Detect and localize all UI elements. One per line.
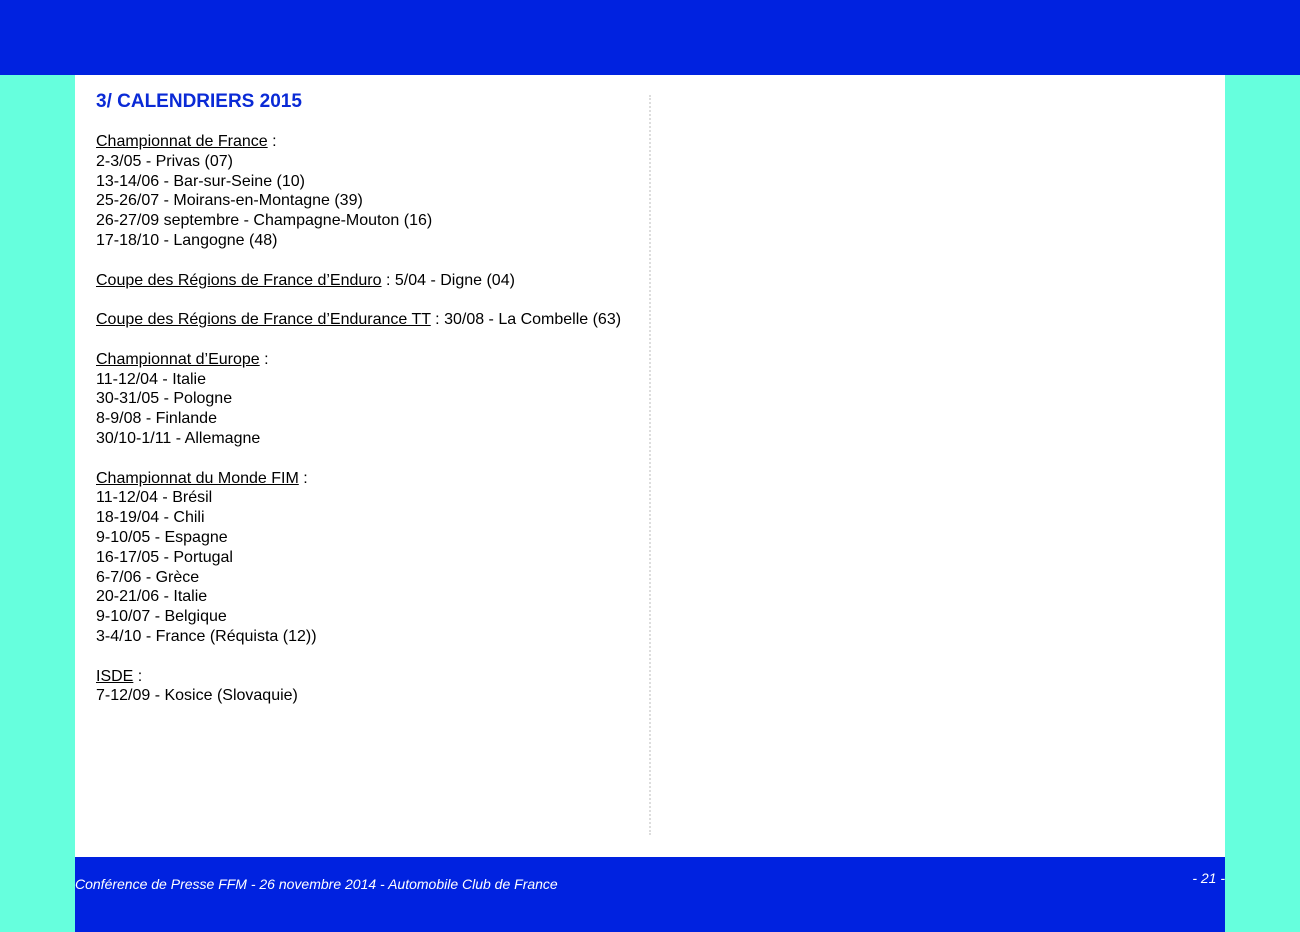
section-suffix: : 30/08 - La Combelle (63): [430, 311, 622, 329]
section-heading-line: [96, 350, 641, 370]
section-heading: Coupe des Régions de France d’Enduro: [96, 271, 382, 289]
section-heading: ISDE: [96, 667, 134, 685]
list-item: 8-9/08 - Finlande: [96, 410, 217, 428]
list-item: 7-12/09 - Kosice (Slovaquie): [96, 687, 298, 705]
section-heading-line: [96, 271, 641, 291]
section-suffix: :: [259, 350, 269, 368]
list-item: 11-12/04 - Brésil: [96, 489, 213, 507]
section-heading: Championnat d’Europe: [96, 350, 260, 368]
top-band: [0, 0, 1300, 75]
list-item: 2-3/05 - Privas (07): [96, 152, 233, 170]
section-heading: Championnat du Monde FIM: [96, 469, 299, 487]
section-suffix: :: [298, 469, 308, 487]
list-item: 9-10/05 - Espagne: [96, 528, 228, 546]
section-championnat-de-france: [96, 132, 641, 251]
column-divider: [649, 95, 651, 835]
section-championnat-europe: [96, 350, 641, 449]
section-suffix: : 5/04 - Digne (04): [381, 271, 515, 289]
section-heading: Championnat de France: [96, 133, 268, 150]
section-coupe-enduro: [96, 271, 641, 291]
section-heading-line: [96, 667, 641, 687]
footer-band: [75, 857, 1225, 932]
section-suffix: :: [133, 667, 143, 685]
page-number: - 21 -: [1192, 870, 1225, 886]
list-item: 13-14/06 - Bar-sur-Seine (10): [96, 172, 305, 190]
section-heading-line: [96, 469, 641, 489]
list-item: 26-27/09 septembre - Champagne-Mouton (16): [96, 212, 433, 230]
section-heading: Coupe des Régions de France d’Endurance TT: [96, 311, 431, 329]
footer-caption: Conférence de Presse FFM - 26 novembre 2014 - Automobile Club de France: [75, 876, 558, 892]
section-championnat-monde: [96, 469, 641, 647]
section-isde: [96, 667, 641, 707]
list-item: 9-10/07 - Belgique: [96, 608, 227, 626]
list-item: 30/10-1/11 - Allemagne: [96, 429, 261, 447]
list-item: 18-19/04 - Chili: [96, 509, 205, 527]
section-heading-line: [96, 132, 641, 152]
section-suffix: :: [267, 133, 277, 150]
list-item: 25-26/07 - Moirans-en-Montagne (39): [96, 192, 363, 210]
list-item: 3-4/10 - France (Réquista (12)): [96, 627, 317, 645]
list-item: 20-21/06 - Italie: [96, 588, 208, 606]
section-heading-line: [96, 310, 641, 330]
calendar-content: [96, 90, 641, 706]
list-item: 17-18/10 - Langogne (48): [96, 231, 278, 249]
page-title: 3/ CALENDRIERS 2015: [96, 91, 302, 112]
list-item: 6-7/06 - Grèce: [96, 568, 200, 586]
section-coupe-endurance: [96, 310, 641, 330]
list-item: 11-12/04 - Italie: [96, 370, 206, 388]
list-item: 30-31/05 - Pologne: [96, 390, 233, 408]
list-item: 16-17/05 - Portugal: [96, 548, 233, 566]
